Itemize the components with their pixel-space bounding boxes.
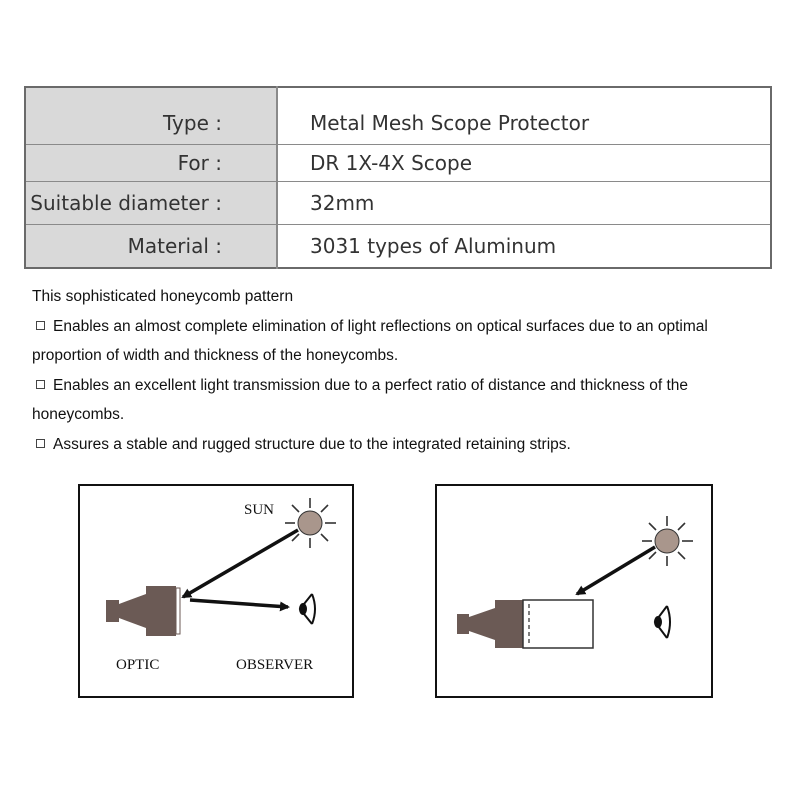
bullet-text: Assures a stable and rugged structure due to the integrated retaining strips. <box>53 435 571 453</box>
description-bullet-2 <box>32 371 772 430</box>
spec-key: Type : <box>25 87 277 145</box>
spec-key: For : <box>25 145 277 182</box>
scope-icon <box>457 600 593 648</box>
sun-icon <box>285 498 336 548</box>
diagram-with-protector-svg <box>437 486 715 700</box>
spec-row-type <box>25 87 771 145</box>
eye-icon <box>655 606 670 638</box>
square-bullet-icon <box>36 439 45 448</box>
optic-label: OPTIC <box>116 657 160 673</box>
observer-label: OBSERVER <box>236 657 314 673</box>
diagram-with-protector <box>435 484 713 698</box>
description-bullet-1 <box>32 312 772 371</box>
bullet-text: Enables an excellent light transmission due to a perfect ratio of distance and thickness of the honeycombs. <box>32 376 689 423</box>
bullet-text: Enables an almost complete elimination of light reflections on optical surfaces due to an optimal proportion of width and thickness of the honeycombs. <box>32 317 708 364</box>
spec-value: DR 1X-4X Scope <box>277 145 771 182</box>
spec-key: Material : <box>25 225 277 269</box>
square-bullet-icon <box>36 380 45 389</box>
square-bullet-icon <box>36 321 45 330</box>
diagram-without-protector <box>78 484 354 698</box>
diagram-without-protector-svg <box>80 486 356 700</box>
spec-value: Metal Mesh Scope Protector <box>277 87 771 145</box>
spec-row-for <box>25 145 771 182</box>
spec-value: 32mm <box>277 182 771 225</box>
spec-table <box>24 86 772 269</box>
sun-label: SUN <box>244 502 275 518</box>
eye-icon <box>300 594 315 624</box>
reflected-light-arrow <box>190 600 288 607</box>
sun-icon <box>642 516 693 566</box>
protector-tube <box>523 600 593 648</box>
spec-value: 3031 types of Aluminum <box>277 225 771 269</box>
incoming-light-arrow <box>577 547 655 594</box>
description-intro: This sophisticated honeycomb pattern <box>32 288 294 305</box>
spec-key: Suitable diameter : <box>25 182 277 225</box>
scope-icon <box>106 586 180 636</box>
description <box>32 282 772 459</box>
description-bullet-3 <box>32 430 772 460</box>
spec-row-material <box>25 225 771 269</box>
incoming-light-arrow <box>183 530 298 597</box>
spec-row-diameter <box>25 182 771 225</box>
